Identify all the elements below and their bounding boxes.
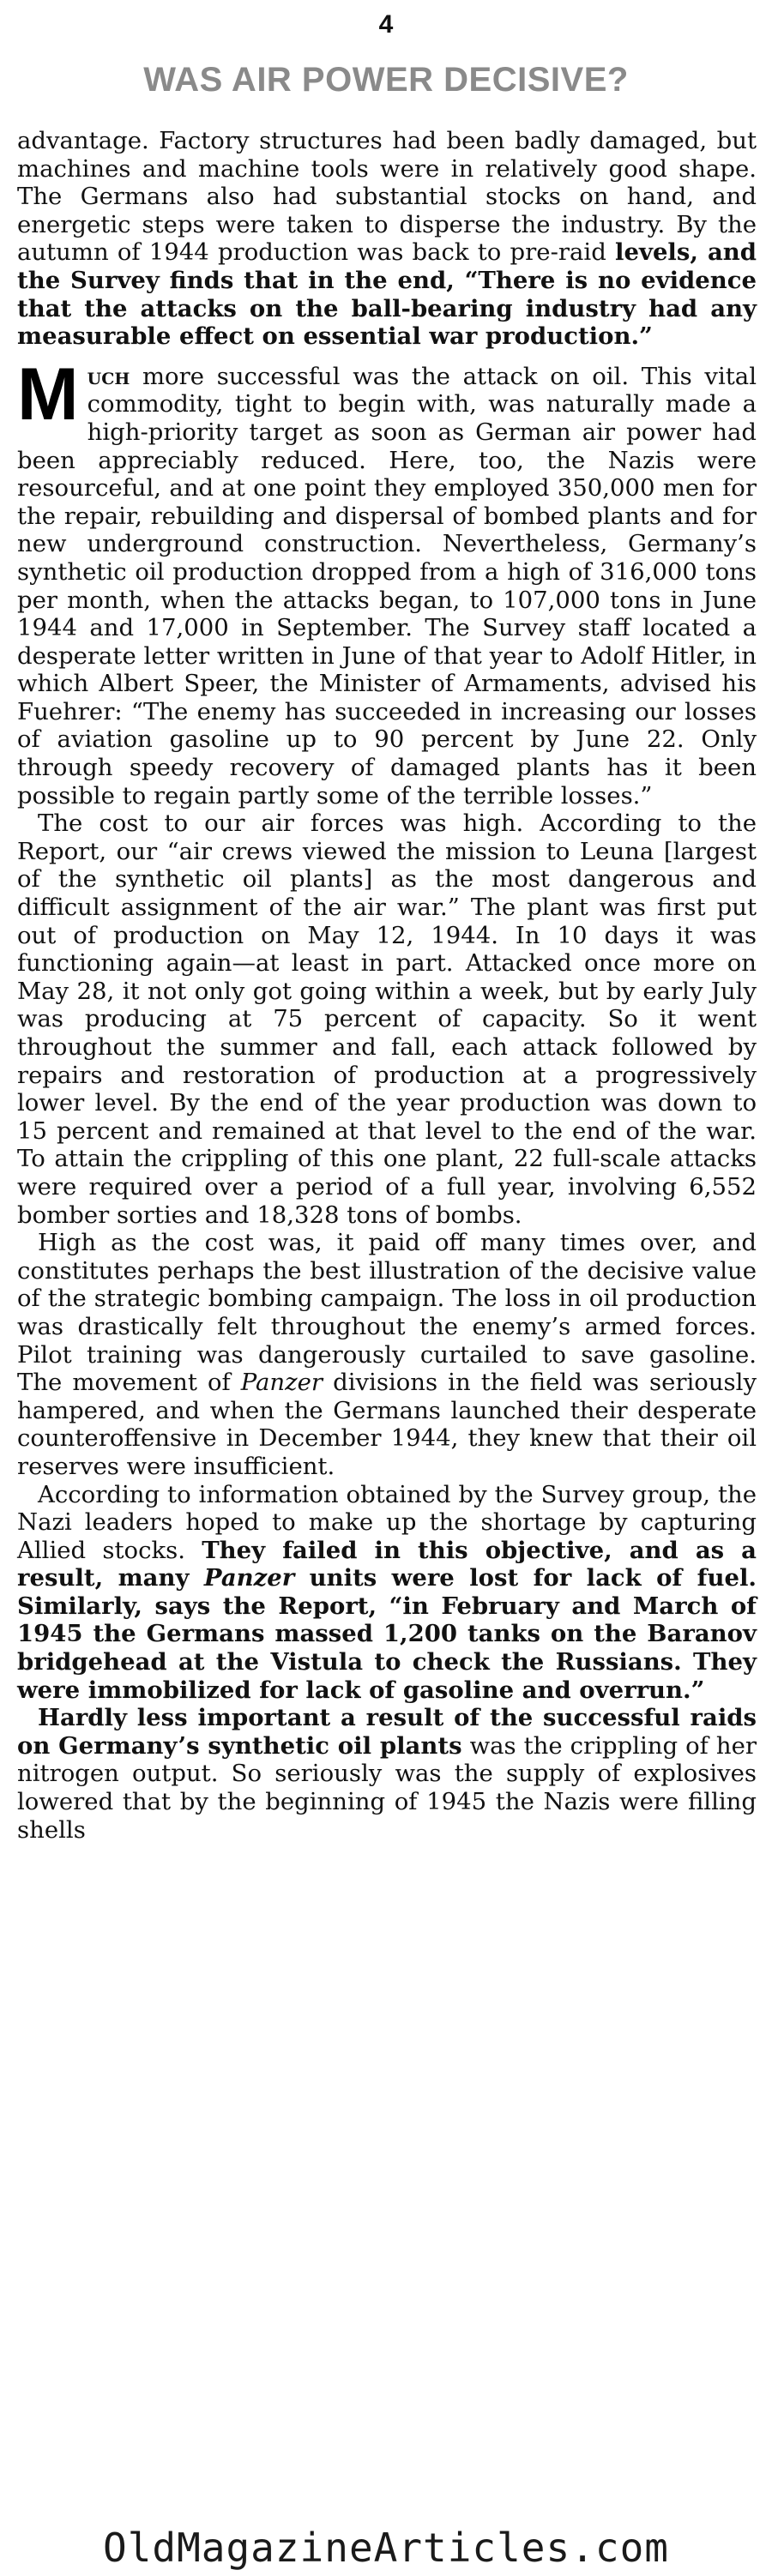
paragraph-2-text: more successful was the attack on oil. This vital commodity, tight to begin with, was naturally made a high-priority target as soon as German air power had been appreciably reduced. Here, too, the Nazis were resourceful, and at one point they employed 350,000 men for the repair, rebuilding and dispersal of bombed plants and for new underground construction. Nevertheless, Germany’s synthetic oil production dropped from a high of 316,000 tons per month, when the attacks began, to 107,000 tons in June 1944 and 17,000 in September. The Survey staff located a desperate letter written in June of that year to Adolf Hitler, in which Albert Speer, the Minister of Armaments, advised his Fuehrer: “The enemy has succeeded in increasing our losses of aviation gasoline up to 90 percent by June 22. Only through speedy recovery of damaged plants has it been possible to regain partly some of the terrible losses.” — [17, 362, 757, 810]
paragraph-6-text: was the crippling of her nitrogen output. So seriously was the supply of explosives lowered that by the beginning of 1945 the Nazis were filling shells — [17, 1731, 757, 1844]
paragraph-5-text: According to information obtained by the Survey group, the Nazi leaders hoped to make up the shortage by capturing Allied stocks. — [17, 1480, 757, 1564]
paragraph-1-text: advantage. Factory structures had been badly damaged, but machines and machine tools were in relatively good shape. The Germans also had substantial stocks on hand, and energetic steps were taken to disperse the industry. By the autumn of 1944 production was back to pre-raid — [17, 127, 757, 267]
paragraph-6-bold: Hardly less important a result of the successful raids on Germany’s synthetic oil plants — [17, 1704, 757, 1760]
paragraph-4-italic: Panzer — [240, 1369, 323, 1397]
paragraph-5-bold-italic: Panzer — [203, 1564, 295, 1592]
paragraph-3-text: The cost to our air forces was high. According to the Report, our “air crews viewed the mission to Leuna [largest of the synthetic oil plants] as the most dangerous and difficult assignment of the air war.” The plant was first put out of production on May 12, 1944. In 10 days it was functioning again—at least in part. Attacked once more on May 28, it not only got going within a week, but by early July was producing at 75 percent of capacity. So it went throughout the summer and fall, each attack followed by repairs and restoration of production at a progressively lower level. By the end of the year production was down to 15 percent and remained at that level to the end of the war. To attain the crippling of this one plant, 22 full-scale attacks were required over a period of a full year, involving 6,552 bomber sorties and 18,328 tons of bombs. — [17, 810, 757, 1229]
article-body — [17, 127, 757, 1844]
paragraph-4-text-before: High as the cost was, it paid off many times over, and constitutes perhaps the best illustration of the decisive value of the strategic bombing campaign. The loss in oil production was drastically felt throughout the enemy’s armed forces. Pilot training was dangerously curtailed to save gasoline. The movement of — [17, 1229, 757, 1397]
page-number: 4 — [378, 10, 394, 39]
paragraph-4-text-after: divisions in the field was seriously hampered, and when the Germans launched their desperate counteroffensive in December 1944, they knew that their oil reserves were insufficient. — [17, 1369, 757, 1480]
paragraph-5-bold-before: They failed in this objective, and as a result, many — [17, 1536, 757, 1592]
paragraph-5 — [17, 1481, 757, 1705]
paragraph-6 — [17, 1704, 757, 1844]
paragraph-4 — [17, 1229, 757, 1480]
paragraph-3 — [17, 810, 757, 1229]
footer-watermark: OldMagazineArticles.com — [103, 2525, 669, 2571]
drop-cap: M — [17, 352, 79, 436]
page-title: WAS AIR POWER DECISIVE? — [143, 61, 629, 99]
paragraph-2 — [17, 352, 757, 810]
paragraph-2-lead-in: uch — [87, 362, 130, 390]
paragraph-5-bold-after: units were lost for lack of fuel. Similarly, says the Report, “in February and March of 1945 the Germans massed 1,200 tanks on the Baranov bridgehead at the Vistula to check the Russians. They were immobilized for lack of gasoline and overrun.” — [17, 1564, 757, 1704]
paragraph-1 — [17, 127, 757, 351]
paragraph-1-bold-quote: levels, and the Survey finds that in the end, “There is no evidence that the attacks on the ball-bearing industry had any measurable effect on essential war production.” — [17, 238, 757, 351]
